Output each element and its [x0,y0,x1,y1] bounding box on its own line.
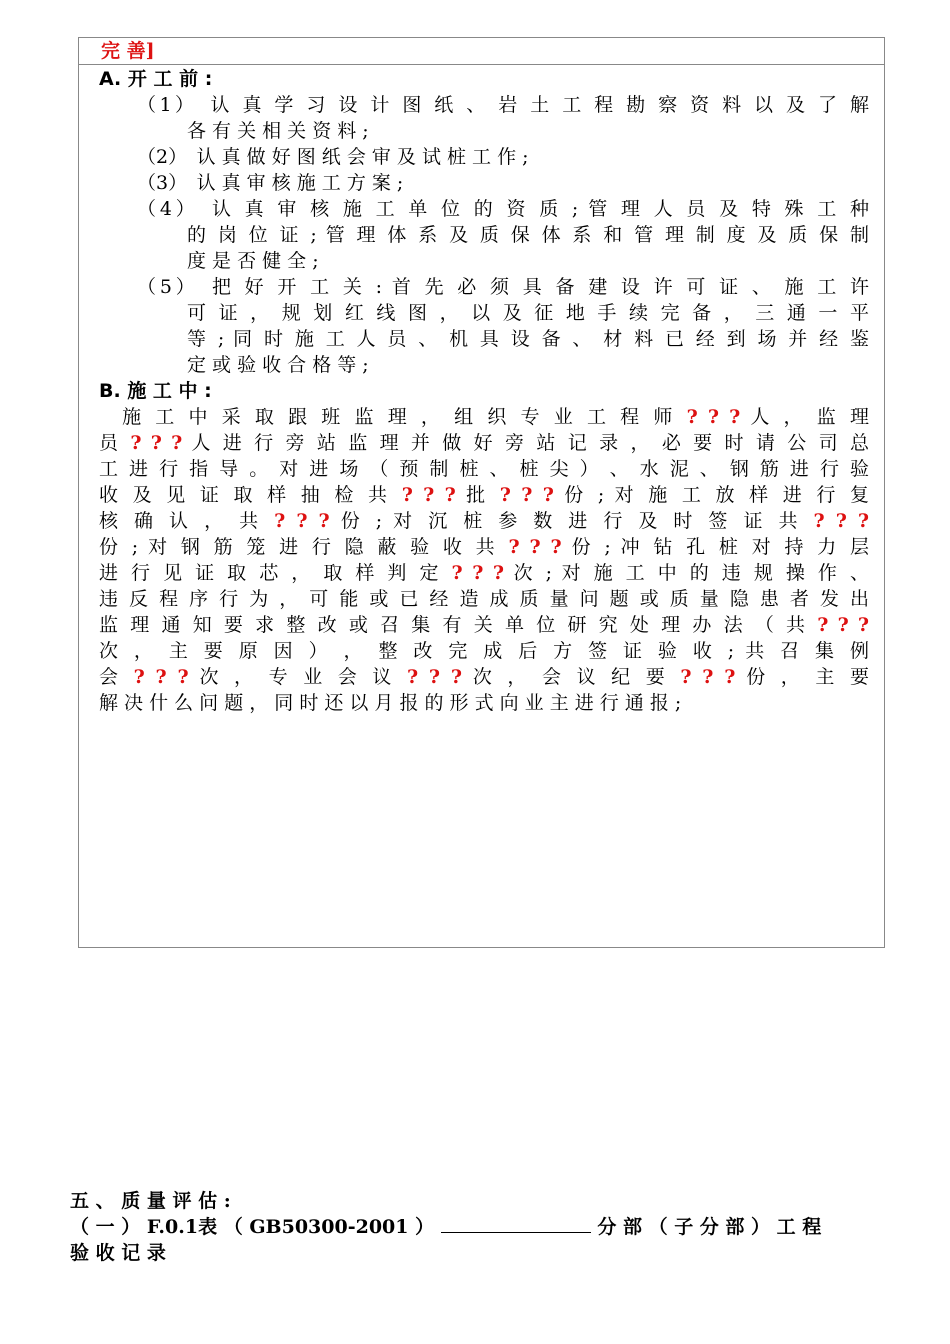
placeholder-mark: ? [444,484,456,506]
placeholder-mark: ? [817,614,829,636]
placeholder-mark: ? [835,510,847,532]
a-item-1-line-1: （1） 认 真 学 习 设 计 图 纸 、 岩 土 工 程 勘 察 资 料 以 及 了 解 [137,94,869,116]
placeholder-mark: ? [508,536,520,558]
placeholder-mark: ? [550,536,562,558]
b-body-line-3: 工 进 行 指 导 。 对 进 场 （ 预 制 桩 、 桩 尖 ） 、 水 泥 、 钢 筋 进 行 验 [99,458,869,480]
placeholder-mark: ? [401,484,413,506]
a-item-4-line-3: 度 是 否 健 全 ; [187,250,319,272]
section-a-title: A. 开 工 前 : [99,68,213,90]
placeholder-mark: ? [450,666,463,688]
footer-line-1-left: （ 一 ） F.0.1表 （ GB50300-2001 ） [70,1216,435,1238]
footer-line-1-right: 分 部 （ 子 分 部 ） 工 程 [597,1216,822,1238]
placeholder-mark: ? [729,406,741,428]
b-body-line-6: 份 ; 对 钢 筋 笼 进 行 隐 蔽 验 收 共 ? ? ? 份 ; 冲 钻 孔 桩 对 持 力 层 [99,536,869,558]
placeholder-mark: ? [707,406,719,428]
placeholder-mark: ? [492,562,505,584]
placeholder-mark: ? [130,432,142,454]
header-divider [79,64,884,65]
placeholder-mark: ? [177,666,189,688]
placeholder-mark: ? [813,510,825,532]
a-item-5-line-1: （5） 把 好 开 工 关 : 首 先 必 须 具 备 建 设 许 可 证 、 施 工 许 [137,276,869,298]
placeholder-mark: ? [318,510,330,532]
placeholder-mark: ? [724,666,736,688]
placeholder-mark: ? [155,666,167,688]
b-body-line-2: 员 ? ? ? 人 进 行 旁 站 监 理 并 做 好 旁 站 记 录 ， 必 要 时 请 公 司 总 [99,432,869,454]
placeholder-mark: ? [857,614,869,636]
placeholder-mark: ? [837,614,849,636]
placeholder-mark: ? [406,666,419,688]
b-body-line-9: 监 理 通 知 要 求 整 改 或 召 集 有 关 单 位 研 究 处 理 办 法 （ 共 ? ? ? [99,614,869,636]
b-body-line-5: 核 确 认 ， 共 ? ? ? 份 ; 对 沉 桩 参 数 进 行 及 时 签 证 共 ? ? ? [99,510,870,532]
placeholder-mark: ? [521,484,533,506]
placeholder-mark: ? [686,406,698,428]
placeholder-mark: ? [428,666,441,688]
a-item-4-line-2: 的 岗 位 证 ; 管 理 体 系 及 质 保 体 系 和 管 理 制 度 及 质 保 制 [187,224,869,246]
b-body-line-8: 违 反 程 序 行 为 ， 可 能 或 已 经 造 成 质 量 问 题 或 质 量 隐 患 者 发 出 [99,588,869,610]
blank-field[interactable] [441,1214,591,1233]
placeholder-mark: ? [171,432,183,454]
b-body-line-10: 次 ， 主 要 原 因 ） ， 整 改 完 成 后 方 签 证 验 收 ; 共 召 集 例 [99,640,869,662]
a-item-5-line-3: 等 ; 同 时 施 工 人 员 、 机 具 设 备 、 材 料 已 经 到 场 并 经 鉴 [187,328,869,350]
a-item-2-line-1: （2） 认 真 做 好 图 纸 会 审 及 试 桩 工 作 ; [137,146,529,168]
header-text: 完 善] [101,40,155,62]
b-body-line-4: 收 及 见 证 取 样 抽 检 共 ? ? ? 批 ? ? ? 份 ; 对 施 工 放 样 进 行 复 [99,484,869,506]
placeholder-mark: ? [451,562,463,584]
placeholder-mark: ? [529,536,541,558]
placeholder-mark: ? [702,666,714,688]
placeholder-mark: ? [542,484,554,506]
footer-line-2: 验 收 记 录 [70,1242,166,1264]
quality-assessment-title: 五 、 质 量 评 估 : [70,1190,231,1212]
placeholder-mark: ? [499,484,511,506]
section-b-title: B. 施 工 中 : [99,380,212,402]
a-item-5-line-4: 定 或 验 收 合 格 等 ; [187,354,369,376]
b-body-line-7: 进 行 见 证 取 芯 ， 取 样 判 定 ? ? ? 次 ; 对 施 工 中 的 违 规 操 作 、 [99,562,869,584]
form-box [78,37,885,948]
placeholder-mark: ? [150,432,162,454]
placeholder-mark: ? [423,484,435,506]
b-body-line-1: 施 工 中 采 取 跟 班 监 理 ， 组 织 专 业 工 程 师 ? ? ? 人 ， 监 理 [99,406,869,428]
footer-line-1 [70,1212,878,1239]
a-item-5-line-2: 可 证 ， 规 划 红 线 图 ， 以 及 征 地 手 续 完 备 ， 三 通 一 平 [187,302,869,324]
a-item-3-line-1: （3） 认 真 审 核 施 工 方 案 ; [137,172,404,194]
placeholder-mark: ? [680,666,692,688]
placeholder-mark: ? [274,510,286,532]
placeholder-mark: ? [133,666,145,688]
placeholder-mark: ? [296,510,308,532]
a-item-1-line-2: 各 有 关 相 关 资 料 ; [187,120,369,142]
placeholder-mark: ? [472,562,484,584]
b-body-line-12: 解 决 什 么 问 题 ， 同 时 还 以 月 报 的 形 式 向 业 主 进 行 通 报 ; [99,692,682,714]
placeholder-mark: ? [857,510,870,532]
a-item-4-line-1: （4） 认 真 审 核 施 工 单 位 的 资 质 ; 管 理 人 员 及 特 殊 工 种 [137,198,869,220]
b-body-line-11: 会 ? ? ? 次 ， 专 业 会 议 ? ? ? 次 ， 会 议 纪 要 ? ? ? 份 ， 主 要 [99,666,869,688]
